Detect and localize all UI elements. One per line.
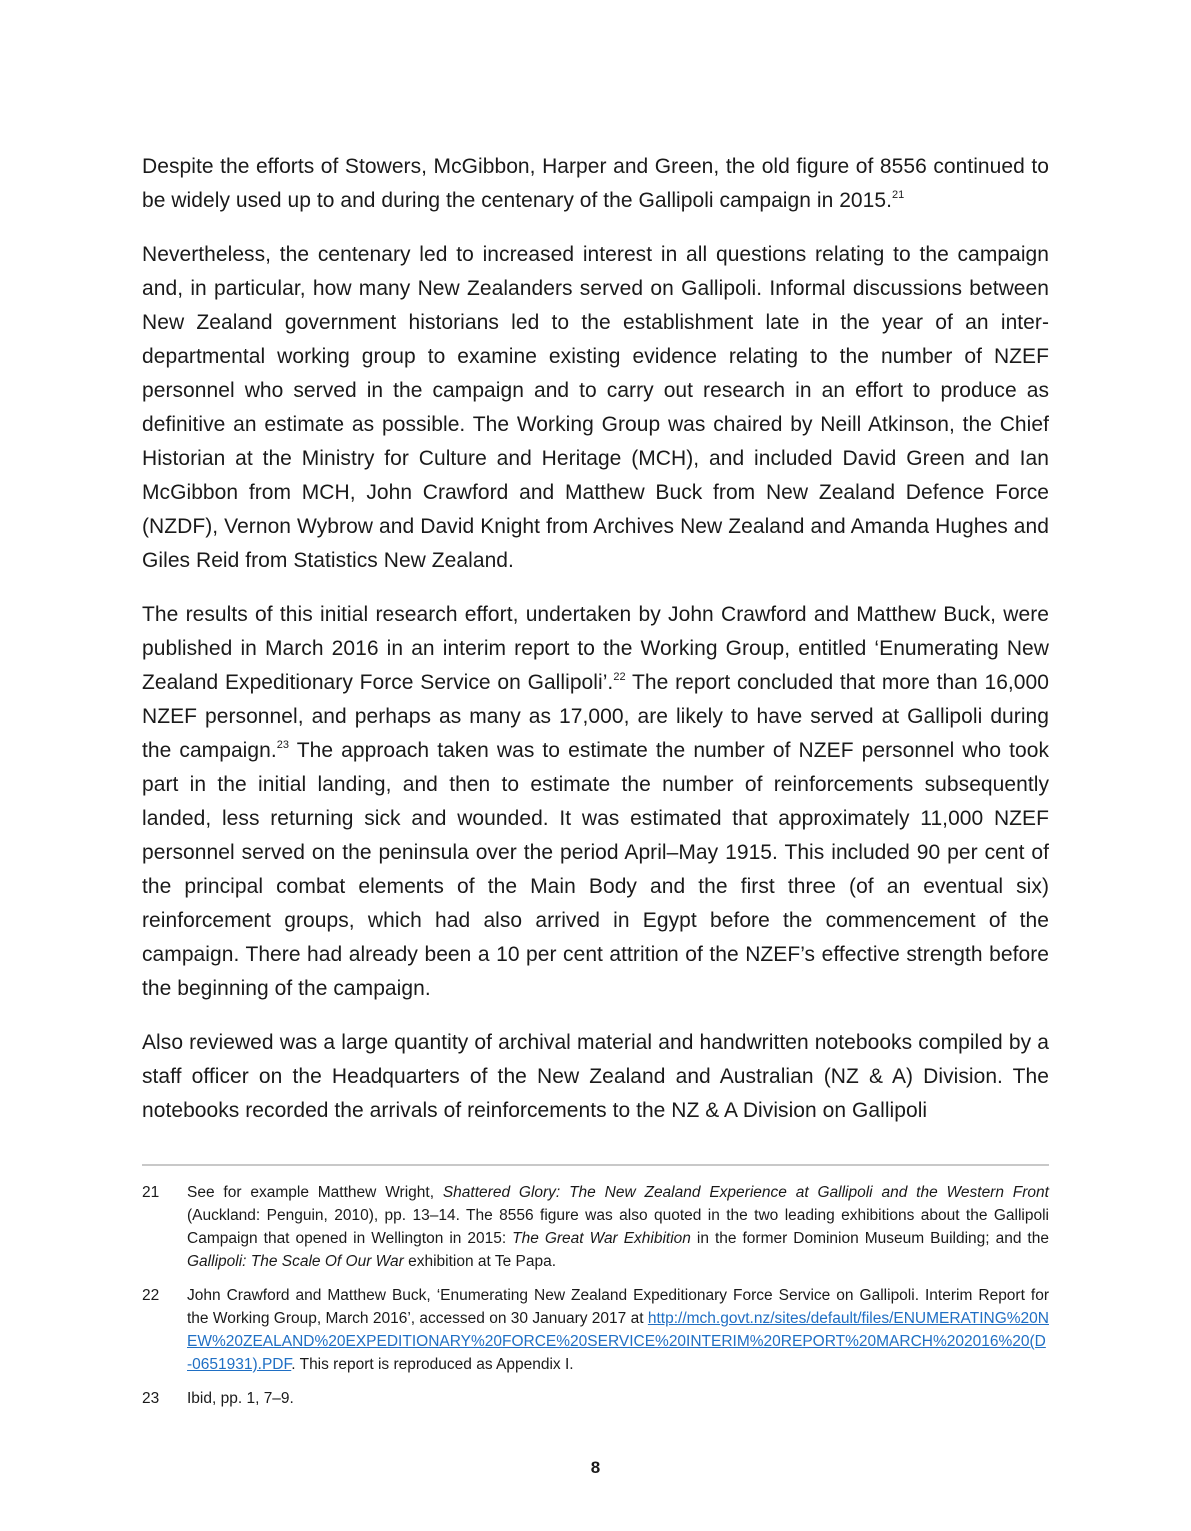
paragraph-2-text: Nevertheless, the centenary led to increased interest in all questions relating to the campaign and, in particular, how many New Zealanders served on Gallipoli. Informal discussions between New Zealand government historians led to the establishment late in the year of an inter-departmental working group to examine existing evidence relating to the number of NZEF personnel who served in the campaign and to carry out research in an effort to produce as definitive an estimate as possible. The Working Group was chaired by Neill Atkinson, the Chief Historian at the Ministry for Culture and Heritage (MCH), and included David Green and Ian McGibbon from MCH, John Crawford and Matthew Buck from New Zealand Defence Force (NZDF), Vernon Wybrow and David Knight from Archives New Zealand and Amanda Hughes and Giles Reid from Statistics New Zealand. [142,243,1049,572]
footnote-21 [142,1181,1049,1273]
footnote-text [187,1181,1049,1273]
paragraph-1-text: Despite the efforts of Stowers, McGibbon, Harper and Green, the old figure of 8556 continued to be widely used up to and during the centenary of the Gallipoli campaign in 2015. [142,155,1049,212]
footnote-text-part: (Auckland: Penguin, 2010), pp. 13–14. The 8556 figure was also quoted in the two leading exhibitions about the Gallipoli Campaign that opened in Wellington in 2015: [187,1207,1049,1247]
footnote-divider [142,1164,1049,1166]
footnote-text: Ibid, pp. 1, 7–9. [187,1390,294,1407]
paragraph-1 [142,150,1049,218]
paragraph-4-text: Also reviewed was a large quantity of archival material and handwritten notebooks compiled by a staff officer on the Headquarters of the New Zealand and Australian (NZ & A) Division. The notebooks recorded the arrivals of reinforcements to the NZ & A Division on Gallipoli [142,1031,1049,1122]
paragraph-4 [142,1026,1049,1128]
footnote-ref-22[interactable]: 22 [613,671,626,683]
footnote-ref-23[interactable]: 23 [276,739,290,751]
footnote-number: 22 [142,1287,160,1304]
footnote-23 [142,1387,1049,1410]
exhibition-title: The Great War Exhibition [512,1230,691,1247]
paragraph-3 [142,598,1049,1006]
book-title: Shattered Glory: The New Zealand Experience at Gallipoli and the Western Front [442,1184,1049,1201]
paragraph-3-text-b: The report concluded that more than 16,000 NZEF personnel, and perhaps as many as 17,000, are likely to have served at Gallipoli during the campaign. [142,671,1049,762]
page-number: 8 [590,1458,601,1477]
paragraph-3-text-c: The approach taken was to estimate the number of NZEF personnel who took part in the initial landing, and then to estimate the number of reinforcements subsequently landed, less returning sick and wounded. It was estimated that approximately 11,000 NZEF personnel served on the peninsula over the period April–May 1915. This included 90 per cent of the principal combat elements of the Main Body and the first three (of an eventual six) reinforcement groups, which had also arrived in Egypt before the commencement of the campaign. There had already been a 10 per cent attrition of the NZEF’s effective strength before the beginning of the campaign. [142,739,1049,1000]
footnote-number: 21 [142,1184,160,1201]
paragraph-3-text-a: The results of this initial research effort, undertaken by John Crawford and Matthew Buck, were published in March 2016 in an interim report to the Working Group, entitled ‘Enumerating New Zealand Expeditionary Force Service on Gallipoli’. [142,603,1049,694]
footnote-number: 23 [142,1390,160,1407]
footnotes [142,1181,1049,1421]
footnote-text-part: . This report is reproduced as Appendix I. [291,1356,574,1373]
footnote-ref-21[interactable]: 21 [892,189,905,201]
exhibition-title: Gallipoli: The Scale Of Our War [187,1253,404,1270]
report-link[interactable]: http://mch.govt.nz/sites/default/files/ENUMERATING%20NEW%20ZEALAND%20EXPEDITIONARY%20FORCE%20SERVICE%20INTERIM%20REPORT%20MARCH%202016%20(D-0651931).PDF [187,1310,1049,1373]
footnote-text-part: See for example Matthew Wright, [187,1184,443,1201]
footnote-22 [142,1284,1049,1376]
main-text [142,150,1049,1148]
footnote-text [187,1284,1049,1376]
footnote-text-part: John Crawford and Matthew Buck, ‘Enumerating New Zealand Expeditionary Force Service on Gallipoli. Interim Report for the Working Group, March 2016’, accessed on 30 January 2017 at [187,1287,1049,1327]
footnote-text-part: in the former Dominion Museum Building; and the [690,1230,1049,1247]
footnote-text-part: exhibition at Te Papa. [403,1253,557,1270]
paragraph-2 [142,238,1049,578]
